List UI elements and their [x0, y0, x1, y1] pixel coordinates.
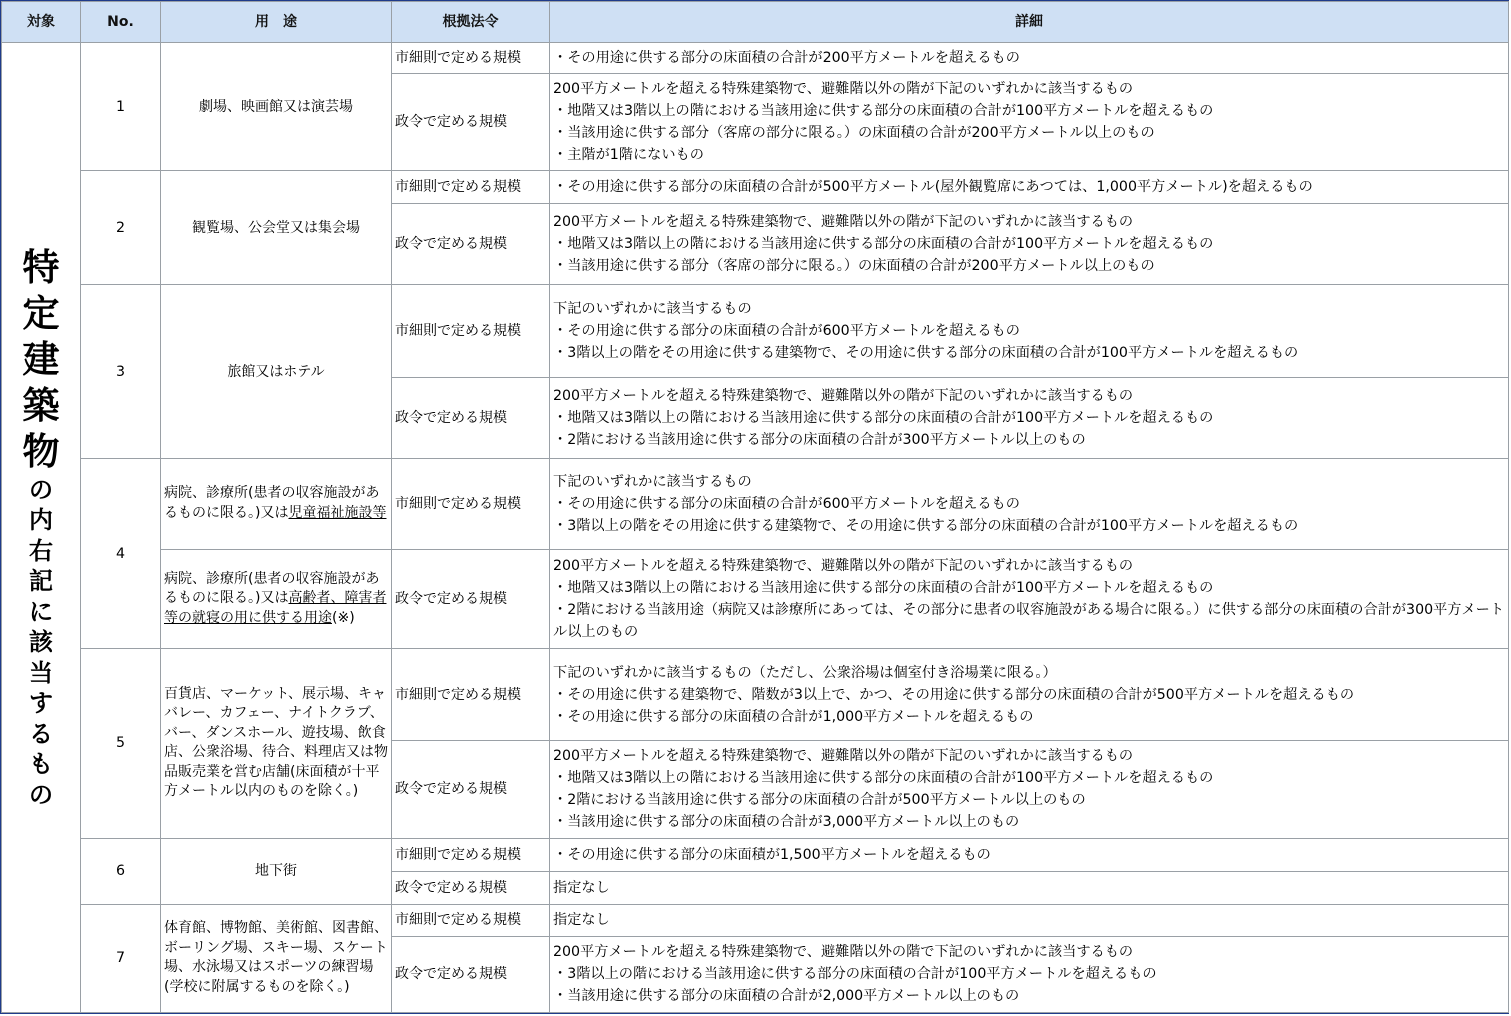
use-cell	[161, 550, 392, 649]
table-row	[2, 285, 1509, 377]
header-use: 用 途	[161, 2, 392, 43]
row-number: 3	[81, 285, 161, 458]
use-cell: 体育館、博物館、美術館、図書館、ボーリング場、スキー場、スケート場、水泳場又はスポーツの練習場(学校に附属するものを除く。)	[161, 904, 392, 1012]
row-number: 6	[81, 838, 161, 904]
side-label-big: 特 定 建 築 物	[22, 245, 60, 473]
use-text: 病院、診療所(患者の収容施設があるものに限る。)又は	[164, 570, 380, 607]
header-no: No.	[81, 2, 161, 43]
detail-city: 下記のいずれかに該当するもの ・その用途に供する部分の床面積の合計が600平方メートルを超えるもの ・3階以上の階をその用途に供する建築物で、その用途に供する部分の床面積の合計が100平方メートルを超えるもの	[550, 285, 1509, 377]
table-row	[2, 43, 1509, 74]
header-row	[2, 2, 1509, 43]
law-gov: 政令で定める規模	[392, 871, 550, 904]
use-cell: 百貨店、マーケット、展示場、キャバレー、カフェー、ナイトクラブ、バー、ダンスホール、遊技場、飲食店、公衆浴場、待合、料理店又は物品販売業を営む店舗(床面積が十平方メートル以内のものを除く。)	[161, 649, 392, 838]
row-number: 4	[81, 458, 161, 648]
table-row	[2, 904, 1509, 936]
detail-city: 指定なし	[550, 904, 1509, 936]
table-row	[2, 649, 1509, 741]
table-row	[2, 458, 1509, 549]
row-number: 2	[81, 171, 161, 285]
law-city: 市細則で定める規模	[392, 43, 550, 74]
law-city: 市細則で定める規模	[392, 904, 550, 936]
child-welfare-link[interactable]: 児童福祉施設等	[288, 504, 387, 521]
header-law: 根拠法令	[392, 2, 550, 43]
header-target: 対象	[2, 2, 81, 43]
detail-gov: 指定なし	[550, 871, 1509, 904]
row-number: 5	[81, 649, 161, 838]
law-gov: 政令で定める規模	[392, 550, 550, 649]
law-gov: 政令で定める規模	[392, 377, 550, 458]
detail-gov: 200平方メートルを超える特殊建築物で、避難階以外の階が下記のいずれかに該当するもの ・地階又は3階以上の階における当該用途に供する部分の床面積の合計が100平方メートルを超えるもの ・2階における当該用途に供する部分の床面積の合計が300平方メートル以上のもの	[550, 377, 1509, 458]
law-gov: 政令で定める規模	[392, 936, 550, 1012]
detail-city: 下記のいずれかに該当するもの ・その用途に供する部分の床面積の合計が600平方メートルを超えるもの ・3階以上の階をその用途に供する建築物で、その用途に供する部分の床面積の合計が100平方メートルを超えるもの	[550, 458, 1509, 549]
law-gov: 政令で定める規模	[392, 741, 550, 838]
detail-gov: 200平方メートルを超える特殊建築物で、避難階以外の階が下記のいずれかに該当するもの ・地階又は3階以上の階における当該用途に供する部分の床面積の合計が100平方メートルを超えるもの ・当該用途に供する部分（客席の部分に限る。）の床面積の合計が200平方メートル以上のもの	[550, 204, 1509, 285]
detail-gov: 200平方メートルを超える特殊建築物で、避難階以外の階が下記のいずれかに該当するもの ・地階又は3階以上の階における当該用途に供する部分の床面積の合計が100平方メートルを超えるもの ・当該用途に供する部分（客席の部分に限る。）の床面積の合計が200平方メートル以上のもの ・主階が1階にないもの	[550, 74, 1509, 171]
detail-city: ・その用途に供する部分の床面積が1,500平方メートルを超えるもの	[550, 838, 1509, 871]
table-row	[2, 838, 1509, 871]
table-row	[2, 550, 1509, 649]
detail-gov: 200平方メートルを超える特殊建築物で、避難階以外の階が下記のいずれかに該当するもの ・地階又は3階以上の階における当該用途に供する部分の床面積の合計が100平方メートルを超えるもの ・2階における当該用途（病院又は診療所にあっては、その部分に患者の収容施設がある場合に限る。）に供する部分の床面積の合計が300平方メートル以上のもの	[550, 550, 1509, 649]
elderly-disabled-link[interactable]: 高齢者、障害者等の就寝の用に供する用途	[164, 590, 387, 626]
detail-city: ・その用途に供する部分の床面積の合計が200平方メートルを超えるもの	[550, 43, 1509, 74]
law-gov: 政令で定める規模	[392, 204, 550, 285]
detail-city: 下記のいずれかに該当するもの（ただし、公衆浴場は個室付き浴場業に限る。） ・その用途に供する建築物で、階数が3以上で、かつ、その用途に供する部分の床面積の合計が500平方メートルを超えるもの ・その用途に供する部分の床面積の合計が1,000平方メートルを超えるもの	[550, 649, 1509, 741]
law-city: 市細則で定める規模	[392, 171, 550, 204]
use-text: 病院、診療所(患者の収容施設があるものに限る。)又は	[164, 485, 380, 521]
use-cell: 地下街	[161, 838, 392, 904]
row-number: 7	[81, 904, 161, 1012]
detail-gov: 200平方メートルを超える特殊建築物で、避難階以外の階で下記のいずれかに該当するもの ・3階以上の階における当該用途に供する部分の床面積の合計が100平方メートルを超えるもの ・当該用途に供する部分の床面積の合計が2,000平方メートル以上のもの	[550, 936, 1509, 1012]
table-row	[2, 171, 1509, 204]
law-city: 市細則で定める規模	[392, 838, 550, 871]
side-label-small: の 内 右 記 に 該 当 す る も の	[29, 475, 53, 809]
requirements-table	[1, 1, 1509, 1013]
law-city: 市細則で定める規模	[392, 649, 550, 741]
law-gov: 政令で定める規模	[392, 74, 550, 171]
law-city: 市細則で定める規模	[392, 458, 550, 549]
side-label	[2, 43, 81, 1013]
use-cell	[161, 458, 392, 549]
row-number: 1	[81, 43, 161, 171]
law-city: 市細則で定める規模	[392, 285, 550, 377]
use-cell: 観覧場、公会堂又は集会場	[161, 171, 392, 285]
use-cell: 劇場、映画館又は演芸場	[161, 43, 392, 171]
use-cell: 旅館又はホテル	[161, 285, 392, 458]
use-note: (※)	[332, 609, 355, 626]
header-detail: 詳細	[550, 2, 1509, 43]
detail-gov: 200平方メートルを超える特殊建築物で、避難階以外の階が下記のいずれかに該当するもの ・地階又は3階以上の階における当該用途に供する部分の床面積の合計が100平方メートルを超えるもの ・2階における当該用途に供する部分の床面積の合計が500平方メートル以上のもの ・当該用途に供する部分の床面積の合計が3,000平方メートル以上のもの	[550, 741, 1509, 838]
detail-city: ・その用途に供する部分の床面積の合計が500平方メートル(屋外観覧席にあつては、1,000平方メートル)を超えるもの	[550, 171, 1509, 204]
